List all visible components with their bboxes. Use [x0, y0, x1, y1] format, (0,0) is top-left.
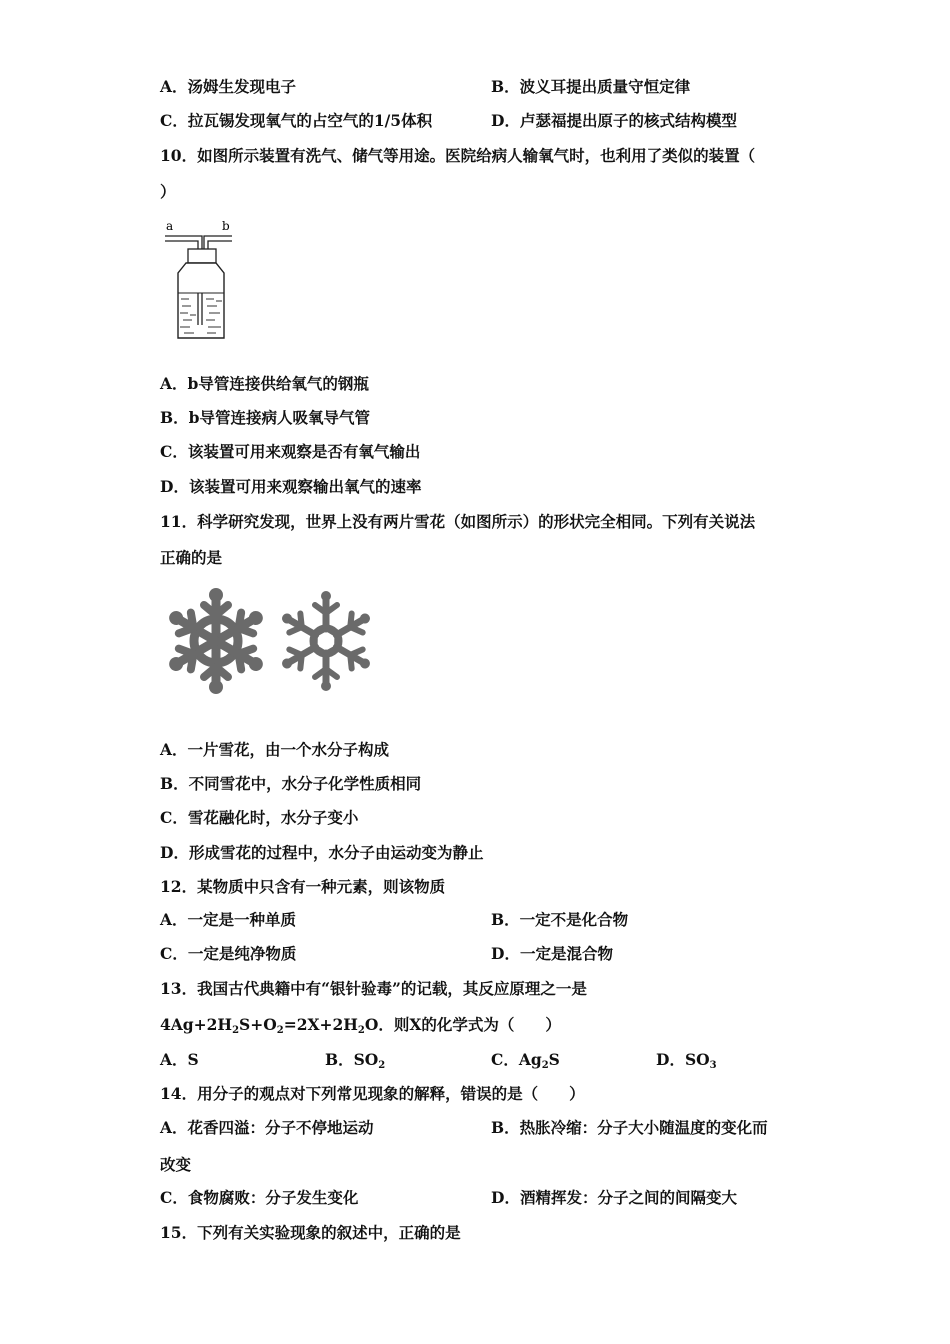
q12-option-a: A．一定是一种单质 — [160, 910, 297, 929]
q14-option-b: B．热胀冷缩：分子大小随温度的变化而 — [491, 1118, 768, 1137]
snowflake-right — [277, 591, 375, 691]
q10-option-c: C．该装置可用来观察是否有氧气输出 — [160, 442, 421, 461]
snowflakes-figure — [162, 585, 377, 695]
q10-option-b: B．b导管连接病人吸氧导气管 — [160, 408, 370, 427]
q11-option-d: D．形成雪花的过程中，水分子由运动变为静止 — [160, 843, 484, 862]
q11-stem-line2: 正确的是 — [160, 548, 223, 567]
q11-option-c: C．雪花融化时，水分子变小 — [160, 808, 359, 827]
q14-option-b-continued: 改变 — [160, 1155, 192, 1174]
q10-stem-line1: 10．如图所示装置有洗气、储气等用途。医院给病人输氧气时，也利用了类似的装置（ — [160, 146, 756, 165]
q10-option-d: D．该装置可用来观察输出氧气的速率 — [160, 477, 422, 496]
q14-stem: 14．用分子的观点对下列常见现象的解释，错误的是（ ） — [160, 1084, 585, 1103]
gas-washing-bottle-figure — [160, 215, 240, 345]
tube-label-b: b — [222, 219, 230, 233]
tube-label-a: a — [166, 219, 174, 233]
q14-option-a: A．花香四溢：分子不停地运动 — [160, 1118, 374, 1137]
q12-option-b: B．一定不是化合物 — [491, 910, 629, 929]
q12-option-c: C．一定是纯净物质 — [160, 944, 297, 963]
q13-option-d: D．$SO_3$ — [656, 1050, 717, 1071]
q9-option-b: B．波义耳提出质量守恒定律 — [491, 77, 691, 96]
q14-option-c: C．食物腐败：分子发生变化 — [160, 1188, 359, 1207]
q14-option-d: D．酒精挥发：分子之间的间隔变大 — [491, 1188, 737, 1207]
q11-option-a: A．一片雪花，由一个水分子构成 — [160, 740, 390, 759]
q12-option-d: D．一定是混合物 — [491, 944, 613, 963]
q10-option-a: A．b导管连接供给氧气的钢瓶 — [160, 374, 369, 393]
q10-stem-line2: ） — [160, 182, 176, 201]
q9-option-a: A．汤姆生发现电子 — [160, 77, 297, 96]
q11-option-b: B．不同雪花中，水分子化学性质相同 — [160, 774, 422, 793]
q13-option-c: C．$Ag_2S$ — [491, 1050, 560, 1071]
q15-stem: 15．下列有关实验现象的叙述中，正确的是 — [160, 1223, 461, 1242]
snowflake-left — [164, 588, 268, 694]
q13-equation: $4Ag+2H_2S+O_2=2X+2H_2O$．则X的化学式为（ ） — [160, 1015, 561, 1036]
q12-stem: 12．某物质中只含有一种元素，则该物质 — [160, 877, 446, 896]
q9-option-d: D．卢瑟福提出原子的核式结构模型 — [491, 111, 737, 130]
q11-stem-line1: 11．科学研究发现，世界上没有两片雪花（如图所示）的形状完全相同。下列有关说法 — [160, 512, 756, 531]
q9-option-c: C．拉瓦锡发现氧气的占空气的1/5体积 — [160, 111, 433, 130]
q13-stem-line1: 13．我国古代典籍中有“银针验毒”的记载，其反应原理之一是 — [160, 979, 587, 998]
q13-option-a: A．S — [160, 1050, 199, 1069]
q13-option-b: B．$SO_2$ — [325, 1050, 386, 1071]
